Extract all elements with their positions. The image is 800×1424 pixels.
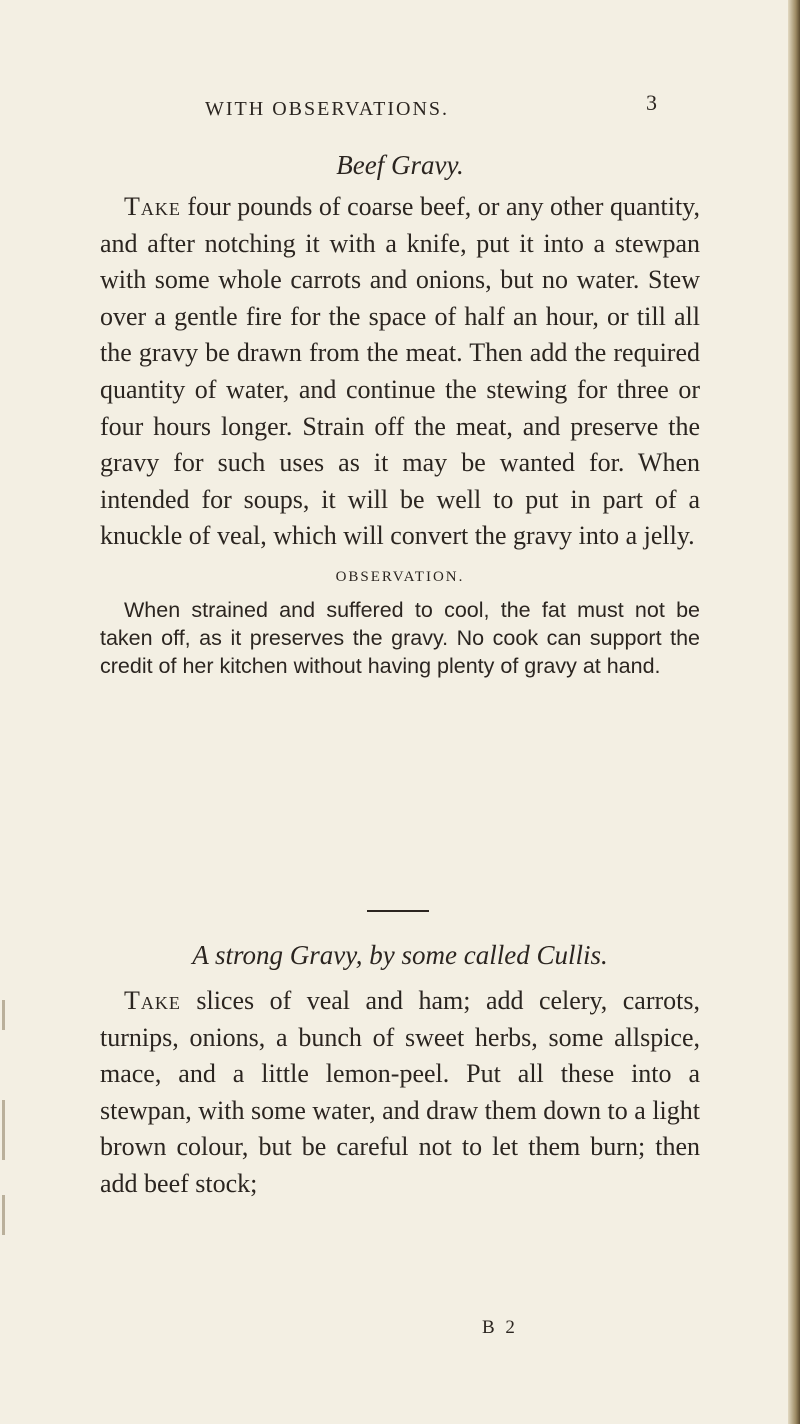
running-head: WITH OBSERVATIONS. (205, 98, 450, 120)
page-edge-shadow (788, 0, 800, 1424)
section-divider (367, 910, 429, 912)
observation-heading: OBSERVATION. (335, 568, 465, 585)
lead-word: Take (124, 986, 181, 1015)
observation-text: When strained and suffered to cool, the fat must not be taken off, as it preserves the gravy. No cook can support the credit of her kitchen without having plenty of gravy at hand. (100, 597, 700, 678)
recipe-text: four pounds of coarse beef, or any other quantity, and after notching it with a knife, put it into a stewpan with some whole carrots and onions, but no water. Stew over a gentle fire for the space of half an hour, or till all the gravy be drawn from the meat. Then add the required quantity of water, and continue the stewing for three or four hours longer. Strain off the meat, and preserve the gravy for such uses as it may be wanted for. When intended for soups, it will be well to put in part of a knuckle of veal, which will convert the gravy into a jelly. (100, 192, 700, 551)
page-header (205, 90, 657, 121)
recipe-strong-gravy (100, 940, 700, 1203)
recipe-title: Beef Gravy. (336, 150, 464, 180)
lead-word: Take (124, 192, 181, 221)
recipe-body (100, 189, 700, 555)
recipe-title: A strong Gravy, by some called Cullis. (192, 940, 608, 970)
page-number: 3 (646, 90, 657, 115)
gutter-mark (2, 1195, 5, 1235)
recipe-body (100, 983, 700, 1203)
recipe-beef-gravy (100, 150, 700, 680)
gutter-mark (2, 1000, 5, 1030)
gutter-mark (2, 1100, 5, 1160)
recipe-text: slices of veal and ham; add celery, carrots, turnips, onions, a bunch of sweet herbs, some allspice, mace, and a little lemon-peel. Put all these into a stewpan, with some water, and draw them down to a light brown colour, but be careful not to let them burn; then add beef stock; (100, 986, 700, 1198)
signature-mark: B 2 (482, 1317, 518, 1338)
